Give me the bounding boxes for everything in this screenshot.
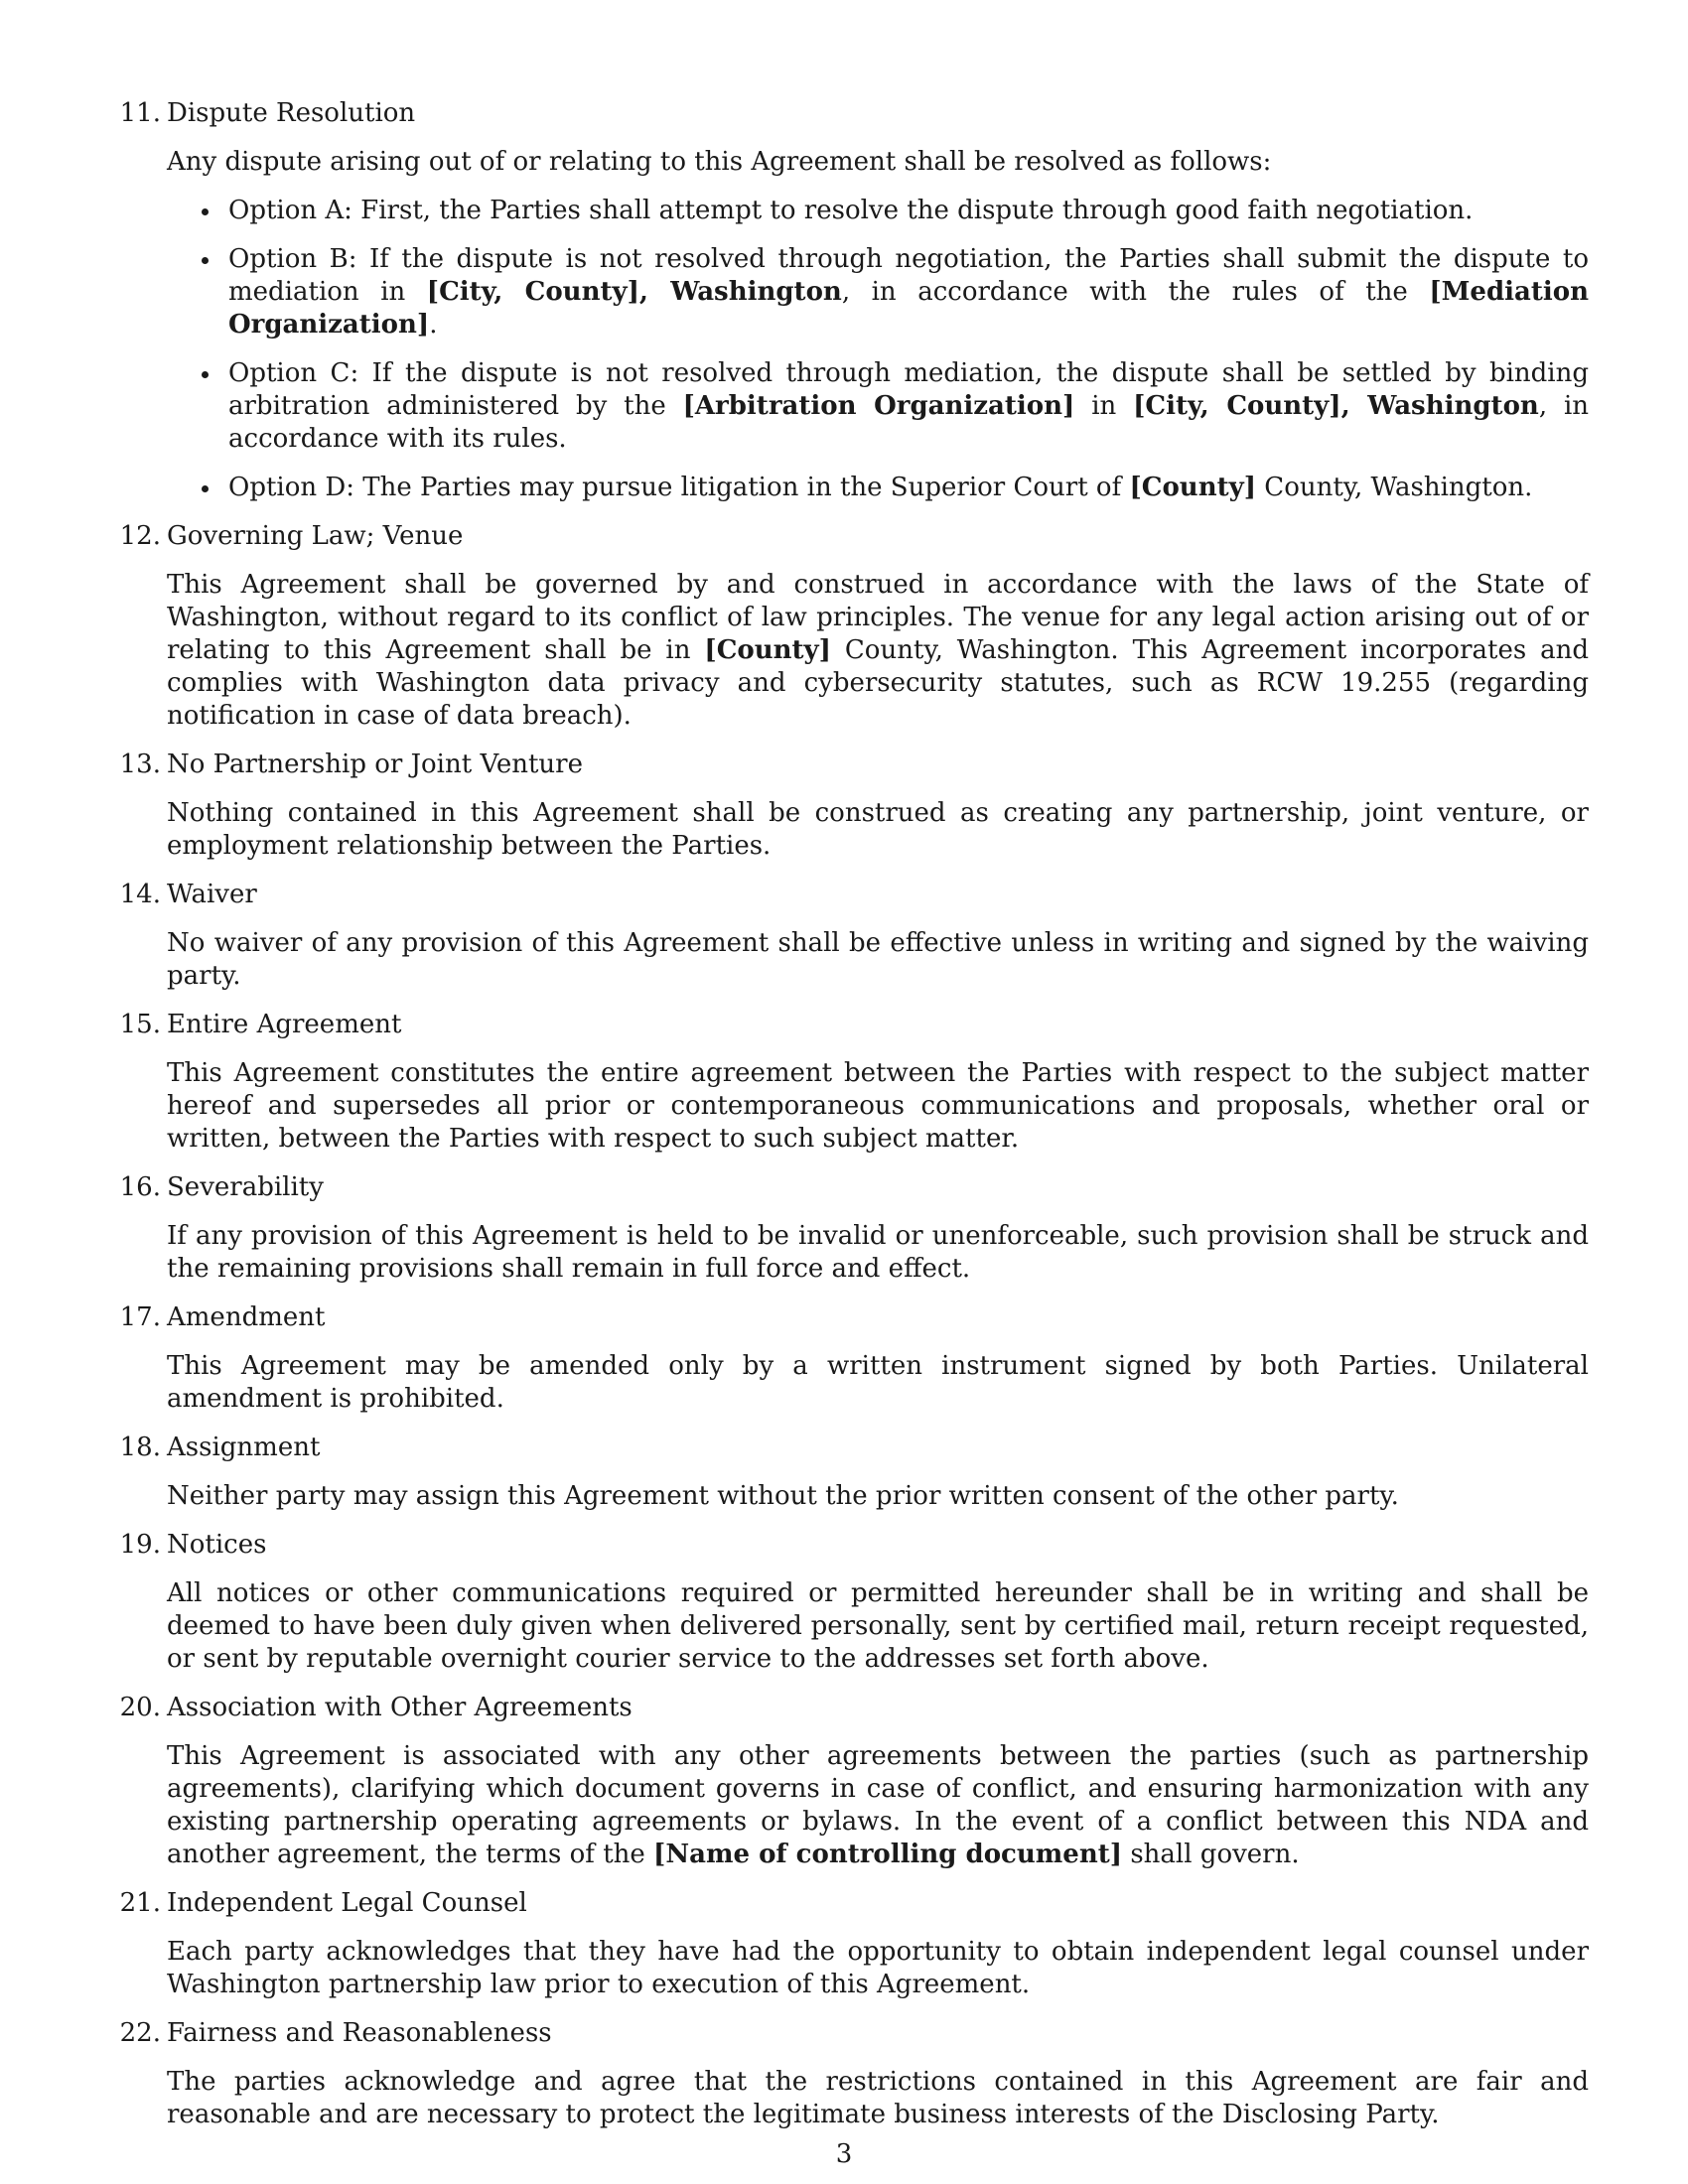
section-title: Assignment <box>167 1433 321 1462</box>
section-number: 18. <box>119 1433 161 1462</box>
section-heading <box>117 1529 1589 1562</box>
section-association <box>117 1692 1589 1871</box>
section-title: Governing Law; Venue <box>167 521 464 551</box>
section-title: Fairness and Reasonableness <box>167 2018 552 2048</box>
section-number: 12. <box>119 521 161 551</box>
body-text: This Agreement shall be governed by and construed in accordance with the laws of the State of Washington, without regard to its conflict of law principles. The venue for any legal action arising out of or relating to this Agreement shall be in <box>167 570 1589 665</box>
section-body: If any provision of this Agreement is held to be invalid or unenforceable, such provision shall be struck and the remaining provisions shall remain in full force and effect. <box>167 1221 1589 1284</box>
section-title: Dispute Resolution <box>167 98 416 128</box>
option-d-text: County, Washington. <box>1256 473 1533 502</box>
option-a <box>167 195 1589 227</box>
section-title: Amendment <box>167 1302 326 1332</box>
body-text: This Agreement is associated with any other agreements between the parties (such as partnership agreements), clarifying which document governs in case of conflict, and ensuring harmonization with any existing partnership operating agreements or bylaws. In the event of a conflict between this NDA and another agreement, the terms of the <box>167 1741 1589 1869</box>
section-legal-counsel <box>117 1887 1589 2001</box>
option-c-text: Option C: If the dispute is not resolved through mediation, the dispute shall be settled by binding arbitration administered by the <box>228 358 1589 421</box>
section-number: 17. <box>119 1302 161 1332</box>
section-body: Each party acknowledges that they have had the opportunity to obtain independent legal counsel under Washington partnership law prior to execution of this Agreement. <box>167 1937 1589 1999</box>
section-amendment <box>117 1301 1589 1416</box>
section-heading <box>117 1171 1589 1204</box>
option-d-text: Option D: The Parties may pursue litigation in the Superior Court of <box>228 473 1130 502</box>
option-d <box>167 472 1589 504</box>
section-body: This Agreement may be amended only by a written instrument signed by both Parties. Unilateral amendment is prohibited. <box>167 1351 1589 1414</box>
section-notices <box>117 1529 1589 1676</box>
section-body <box>167 569 1589 733</box>
section-no-partnership <box>117 749 1589 863</box>
placeholder-city-county: [City, County], Washington <box>1133 391 1539 421</box>
section-number: 22. <box>119 2018 161 2048</box>
section-heading <box>117 1887 1589 1920</box>
section-body: This Agreement constitutes the entire agreement between the Parties with respect to the subject matter hereof and supersedes all prior or contemporaneous communications and proposals, whether oral or written, between the Parties with respect to such subject matter. <box>167 1058 1589 1154</box>
section-body: The parties acknowledge and agree that the restrictions contained in this Agreement are fair and reasonable and are necessary to protect the legitimate business interests of the Disclosing Party. <box>167 2067 1589 2129</box>
section-heading <box>117 879 1589 911</box>
placeholder-city-county: [City, County], Washington <box>426 277 842 307</box>
section-number: 15. <box>119 1010 161 1039</box>
section-body <box>167 1740 1589 1871</box>
option-c-text: , in accordance with its rules. <box>228 391 1590 454</box>
section-heading <box>117 1301 1589 1334</box>
section-heading <box>117 1009 1589 1041</box>
section-dispute-resolution <box>117 97 1589 504</box>
section-body: All notices or other communications required or permitted hereunder shall be in writing and shall be deemed to have been duly given when delivered personally, sent by certified mail, return receipt requested, or sent by reputable overnight courier service to the addresses set forth above. <box>167 1578 1589 1674</box>
section-body: Nothing contained in this Agreement shall be construed as creating any partnership, joint venture, or employment relationship between the Parties. <box>167 798 1589 861</box>
section-fairness <box>117 2017 1589 2131</box>
option-c <box>167 357 1589 456</box>
body-text: County, Washington. This Agreement incorporates and complies with Washington data privacy and cybersecurity statutes, such as RCW 19.255 (regarding notification in case of data breach). <box>167 635 1589 731</box>
section-number: 11. <box>119 98 161 128</box>
placeholder-county: [County] <box>704 635 831 665</box>
section-number: 14. <box>119 880 161 909</box>
section-heading <box>117 2017 1589 2050</box>
section-number: 16. <box>119 1172 161 1202</box>
option-b <box>167 243 1589 341</box>
placeholder-arbitration-org: [Arbitration Organization] <box>682 391 1075 421</box>
document-content <box>117 97 1589 2147</box>
option-c-text: in <box>1074 391 1134 421</box>
section-heading <box>117 749 1589 781</box>
section-title: Waiver <box>167 880 257 909</box>
option-b-text: Option B: If the dispute is not resolved through negotiation, the Parties shall submit the dispute to mediation in <box>228 244 1589 307</box>
section-title: Notices <box>167 1530 267 1560</box>
section-heading <box>117 97 1589 130</box>
section-body: No waiver of any provision of this Agreement shall be effective unless in writing and signed by the waiving party. <box>167 928 1589 991</box>
section-title: Severability <box>167 1172 324 1202</box>
page-number: 3 <box>835 2139 853 2169</box>
section-title: Association with Other Agreements <box>167 1693 633 1722</box>
section-title: No Partnership or Joint Venture <box>167 750 583 779</box>
section-number: 20. <box>119 1693 161 1722</box>
section-body: Neither party may assign this Agreement without the prior written consent of the other party. <box>167 1481 1399 1511</box>
section-number: 21. <box>119 1888 161 1918</box>
section-number: 19. <box>119 1530 161 1560</box>
option-a-text: Option A: First, the Parties shall attempt to resolve the dispute through good faith negotiation. <box>228 196 1474 225</box>
section-title: Entire Agreement <box>167 1010 402 1039</box>
section-heading <box>117 1432 1589 1464</box>
section-governing-law <box>117 520 1589 733</box>
section-severability <box>117 1171 1589 1286</box>
placeholder-mediation-org: [Mediation Organization] <box>228 277 1589 340</box>
section-number: 13. <box>119 750 161 779</box>
option-b-text: , in accordance with the rules of the <box>841 277 1430 307</box>
section-assignment <box>117 1432 1589 1513</box>
section-title: Independent Legal Counsel <box>167 1888 527 1918</box>
section-heading <box>117 520 1589 553</box>
section-waiver <box>117 879 1589 993</box>
section-entire-agreement <box>117 1009 1589 1156</box>
option-b-text: . <box>429 310 438 340</box>
section-body: Any dispute arising out of or relating to this Agreement shall be resolved as follows: <box>167 147 1272 177</box>
placeholder-controlling-document: [Name of controlling document] <box>653 1840 1123 1869</box>
placeholder-county: [County] <box>1129 473 1257 502</box>
dispute-options-list <box>167 195 1589 504</box>
section-heading <box>117 1692 1589 1724</box>
body-text: shall govern. <box>1122 1840 1300 1869</box>
